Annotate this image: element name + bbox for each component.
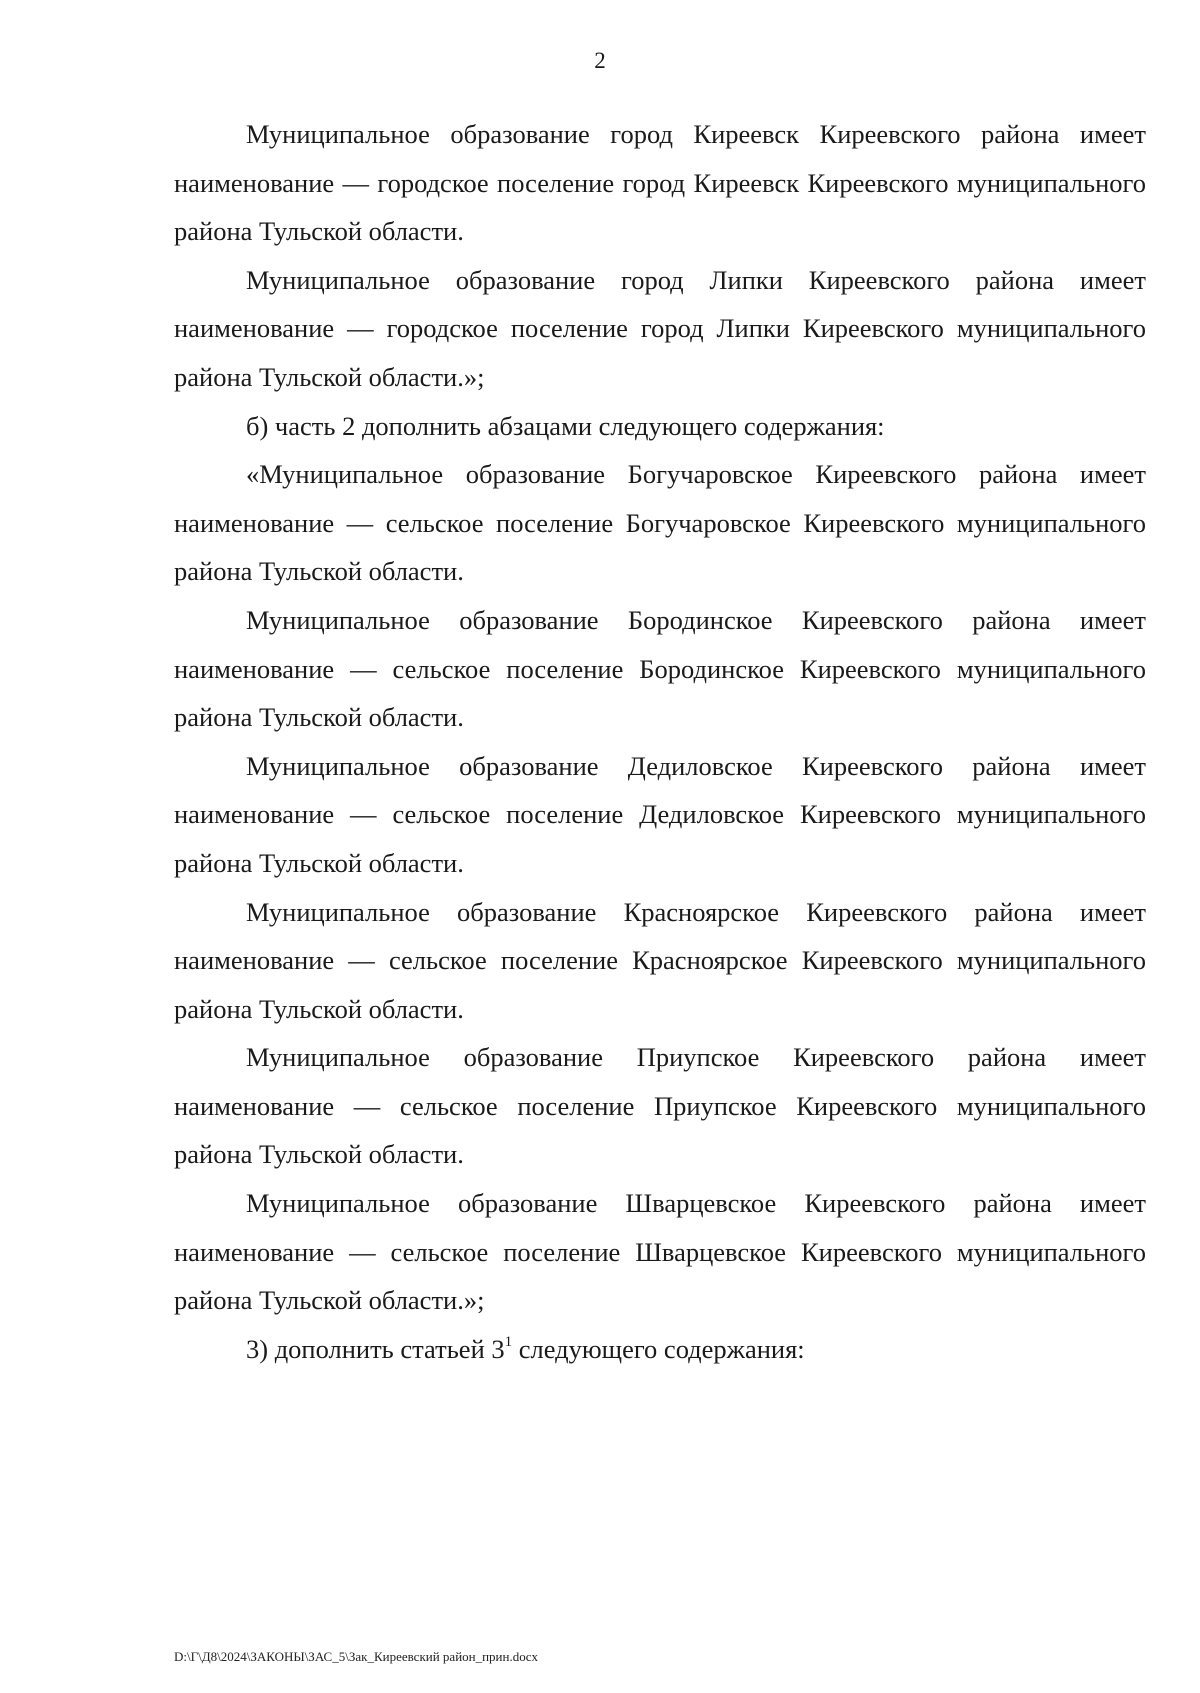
amendment-item-3-text: 3) дополнить статьей 3 [246, 1333, 505, 1364]
paragraph-bogucharovskoe: «Муниципальное образование Богучаровское Киреевского района имеет наименование — сельское поселение Богучаровское Киреевского муниципального района Тульской области. [174, 459, 1146, 587]
superscript-marker: 1 [504, 1334, 513, 1351]
paragraph-kireevsk: Муниципальное образование город Киреевск Киреевского района имеет наименование — городское поселение город Киреевск Киреевского муниципального района Тульской области. [174, 119, 1146, 247]
paragraph-priupskoe: Муниципальное образование Приупское Киреевского района имеет наименование — сельское поселение Приупское Киреевского муниципального района Тульской области. [174, 1042, 1146, 1170]
paragraph-lipki: Муниципальное образование город Липки Киреевского района имеет наименование — городское поселение город Липки Киреевского муниципального района Тульской области.»; [174, 264, 1146, 392]
amendment-item-3 [174, 1325, 1146, 1374]
footer-file-path: D:\Г\Д8\2024\ЗАКОНЫ\ЗАС_5\Зак_Киреевский район_прин.docx [174, 1649, 538, 1664]
amendment-item-b: б) часть 2 дополнить абзацами следующего содержания: [246, 410, 885, 441]
paragraph-borodinskoe: Муниципальное образование Бородинское Киреевского района имеет наименование — сельское поселение Бородинское Киреевского муниципального района Тульской области. [174, 604, 1146, 733]
page-number: 2 [594, 48, 606, 73]
paragraph-dedilovskoe: Муниципальное образование Дедиловское Киреевского района имеет наименование — сельское поселение Дедиловское Киреевского муниципального района Тульской области. [174, 750, 1146, 878]
paragraph-krasnoyarskoe: Муниципальное образование Красноярское Киреевского района имеет наименование — сельское поселение Красноярское Киреевского муниципального района Тульской области. [174, 896, 1146, 1024]
document-body [174, 110, 1146, 1373]
paragraph-shvartsevskoe: Муниципальное образование Шварцевское Киреевского района имеет наименование — сельское поселение Шварцевское Киреевского муниципального района Тульской области.»; [174, 1188, 1146, 1316]
amendment-item-3-tail: следующего содержания: [512, 1333, 805, 1364]
